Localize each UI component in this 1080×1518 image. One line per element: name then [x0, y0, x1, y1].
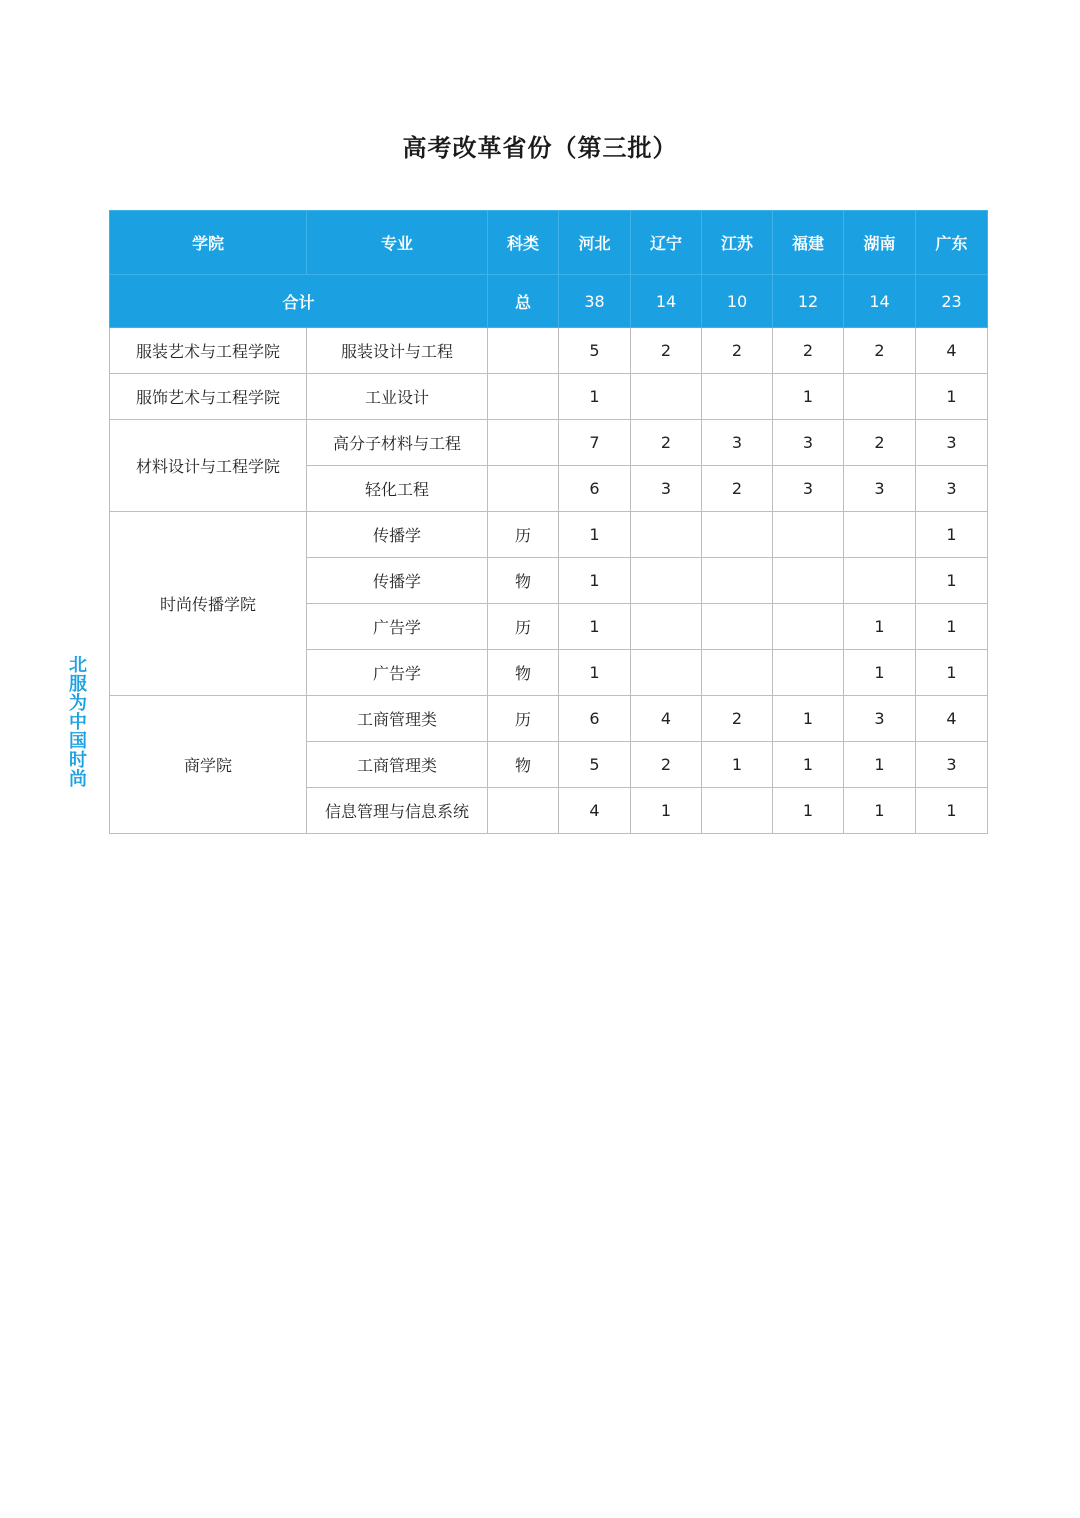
quota-cell: 3: [773, 420, 844, 466]
total-category: 总: [488, 275, 559, 328]
quota-cell: 3: [702, 420, 773, 466]
quota-cell: [844, 512, 916, 558]
table-row: [110, 420, 988, 466]
total-label: 合计: [110, 275, 488, 328]
major-cell: 传播学: [307, 558, 488, 604]
major-cell: 传播学: [307, 512, 488, 558]
quota-cell: 2: [631, 742, 702, 788]
quota-cell: 5: [559, 742, 631, 788]
quota-cell: 2: [631, 420, 702, 466]
quota-cell: 1: [916, 374, 988, 420]
quota-cell: 2: [844, 328, 916, 374]
quota-cell: [773, 604, 844, 650]
quota-cell: [631, 604, 702, 650]
quota-cell: [844, 558, 916, 604]
major-cell: 工商管理类: [307, 696, 488, 742]
total-value: 23: [916, 275, 988, 328]
category-cell: 历: [488, 604, 559, 650]
quota-cell: 1: [702, 742, 773, 788]
table-row: [110, 374, 988, 420]
quota-cell: 4: [916, 696, 988, 742]
quota-cell: 6: [559, 466, 631, 512]
quota-cell: 2: [702, 328, 773, 374]
quota-cell: 4: [559, 788, 631, 834]
quota-cell: 1: [773, 788, 844, 834]
admission-quota-table: [109, 210, 988, 834]
quota-cell: 1: [559, 558, 631, 604]
quota-cell: 3: [916, 420, 988, 466]
quota-cell: [702, 512, 773, 558]
category-cell: 历: [488, 696, 559, 742]
quota-cell: 1: [916, 604, 988, 650]
quota-cell: [631, 650, 702, 696]
quota-cell: 3: [916, 742, 988, 788]
category-cell: [488, 788, 559, 834]
table-row: [110, 696, 988, 742]
college-cell: 商学院: [110, 696, 307, 834]
category-cell: [488, 328, 559, 374]
college-cell: 服饰艺术与工程学院: [110, 374, 307, 420]
major-cell: 服装设计与工程: [307, 328, 488, 374]
quota-cell: 2: [844, 420, 916, 466]
page-title: 高考改革省份（第三批）: [402, 134, 678, 162]
quota-cell: 1: [916, 650, 988, 696]
header-province-liaoning: 辽宁: [631, 211, 702, 275]
total-value: 14: [631, 275, 702, 328]
category-cell: 历: [488, 512, 559, 558]
header-province-hunan: 湖南: [844, 211, 916, 275]
quota-cell: 1: [559, 650, 631, 696]
total-value: 10: [702, 275, 773, 328]
category-cell: [488, 420, 559, 466]
quota-cell: 1: [844, 604, 916, 650]
table-row: [110, 512, 988, 558]
quota-cell: [631, 558, 702, 604]
header-major: 专业: [307, 211, 488, 275]
header-province-jiangsu: 江苏: [702, 211, 773, 275]
total-value: 38: [559, 275, 631, 328]
quota-cell: 2: [773, 328, 844, 374]
college-cell: 服装艺术与工程学院: [110, 328, 307, 374]
quota-cell: [631, 374, 702, 420]
quota-cell: 1: [773, 696, 844, 742]
quota-cell: [702, 650, 773, 696]
quota-cell: [702, 788, 773, 834]
header-province-hebei: 河北: [559, 211, 631, 275]
quota-cell: 1: [916, 512, 988, 558]
college-cell: 材料设计与工程学院: [110, 420, 307, 512]
quota-cell: 1: [916, 558, 988, 604]
quota-cell: 1: [916, 788, 988, 834]
quota-cell: 2: [702, 466, 773, 512]
quota-cell: 1: [773, 742, 844, 788]
header-province-guangdong: 广东: [916, 211, 988, 275]
quota-cell: 3: [916, 466, 988, 512]
major-cell: 广告学: [307, 604, 488, 650]
quota-cell: 2: [631, 328, 702, 374]
quota-cell: [773, 650, 844, 696]
quota-cell: [631, 512, 702, 558]
quota-cell: [773, 558, 844, 604]
quota-cell: 1: [559, 512, 631, 558]
total-value: 12: [773, 275, 844, 328]
side-label: 北服为中国时尚: [69, 655, 87, 790]
quota-cell: 1: [844, 788, 916, 834]
quota-cell: [844, 374, 916, 420]
category-cell: [488, 466, 559, 512]
quota-cell: 1: [773, 374, 844, 420]
total-row: [110, 275, 988, 328]
quota-cell: [702, 604, 773, 650]
quota-cell: 4: [631, 696, 702, 742]
quota-cell: 2: [702, 696, 773, 742]
total-value: 14: [844, 275, 916, 328]
quota-cell: 3: [844, 466, 916, 512]
quota-cell: [702, 374, 773, 420]
quota-cell: 1: [631, 788, 702, 834]
quota-cell: [773, 512, 844, 558]
category-cell: 物: [488, 558, 559, 604]
quota-cell: 5: [559, 328, 631, 374]
quota-cell: 3: [631, 466, 702, 512]
major-cell: 信息管理与信息系统: [307, 788, 488, 834]
major-cell: 工商管理类: [307, 742, 488, 788]
quota-cell: 7: [559, 420, 631, 466]
college-cell: 时尚传播学院: [110, 512, 307, 696]
header-category: 科类: [488, 211, 559, 275]
table-row: [110, 328, 988, 374]
quota-cell: [702, 558, 773, 604]
quota-cell: 1: [559, 374, 631, 420]
major-cell: 工业设计: [307, 374, 488, 420]
header-row: [110, 211, 988, 275]
major-cell: 轻化工程: [307, 466, 488, 512]
header-college: 学院: [110, 211, 307, 275]
quota-cell: 3: [844, 696, 916, 742]
category-cell: 物: [488, 650, 559, 696]
quota-cell: 4: [916, 328, 988, 374]
major-cell: 广告学: [307, 650, 488, 696]
quota-cell: 3: [773, 466, 844, 512]
quota-cell: 1: [559, 604, 631, 650]
quota-cell: 1: [844, 650, 916, 696]
category-cell: [488, 374, 559, 420]
quota-cell: 6: [559, 696, 631, 742]
category-cell: 物: [488, 742, 559, 788]
header-province-fujian: 福建: [773, 211, 844, 275]
quota-cell: 1: [844, 742, 916, 788]
major-cell: 高分子材料与工程: [307, 420, 488, 466]
